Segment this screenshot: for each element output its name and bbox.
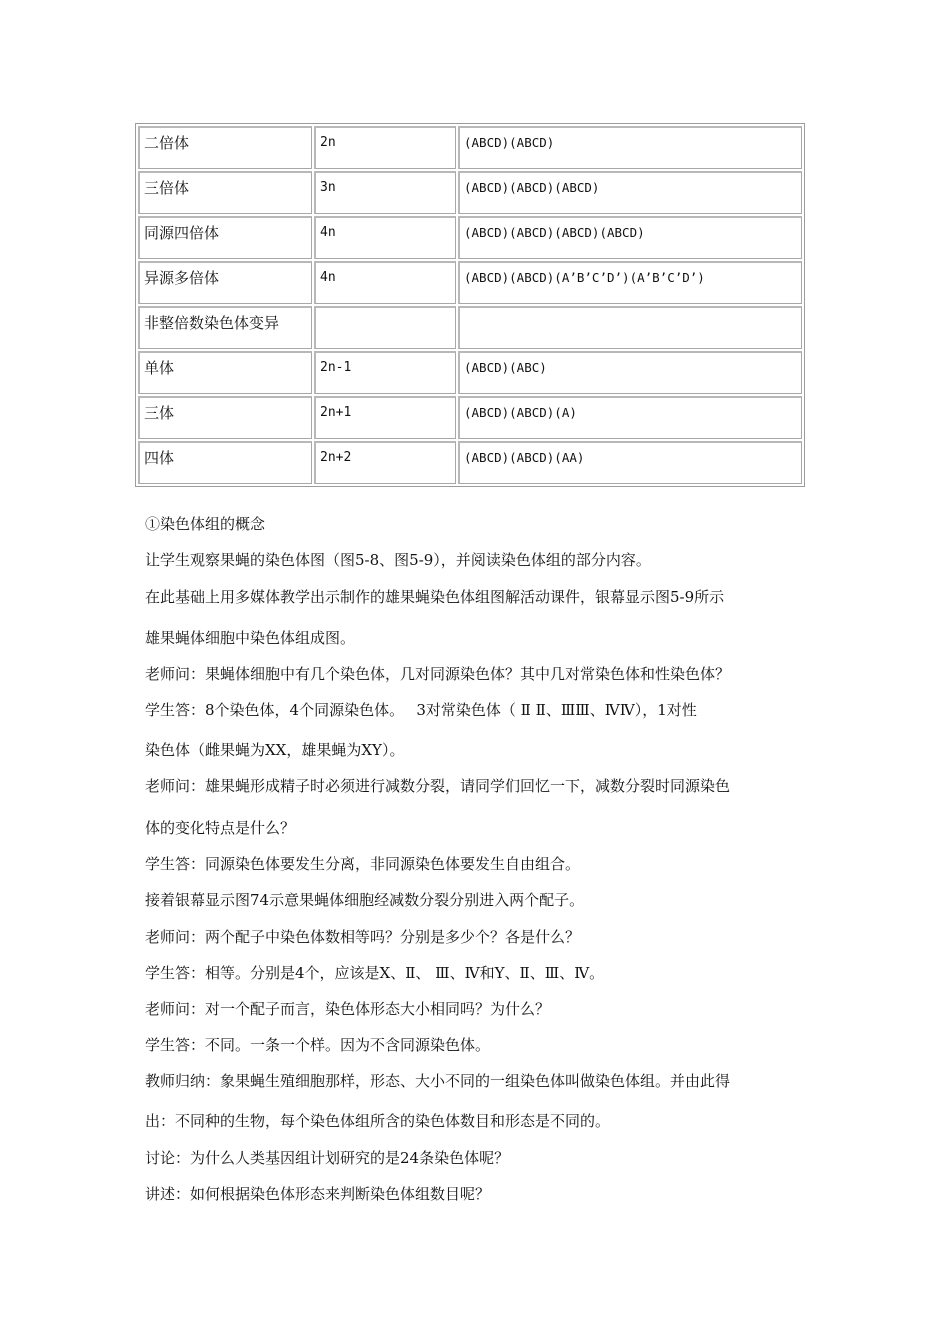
table-row [138, 396, 802, 439]
table-row [138, 171, 802, 214]
body-paragraph: 讲述：如何根据染色体形态来判断染色体组数目呢？ [145, 1185, 491, 1203]
table-cell-formula [314, 306, 456, 349]
body-paragraph: 老师问：果蝇体细胞中有几个染色体，几对同源染色体？其中几对常染色体和性染色体？ [145, 665, 731, 683]
body-paragraph: 学生答：8个染色体，4个同源染色体。 3对常染色体（ Ⅱ Ⅱ、ⅢⅢ、ⅣⅣ），1对性 [145, 701, 697, 719]
table-row [138, 351, 802, 394]
body-paragraph: 学生答：同源染色体要发生分离，非同源染色体要发生自由组合。 [145, 855, 581, 873]
table-cell-genome [458, 306, 802, 349]
body-paragraph: 让学生观察果蝇的染色体图（图5-8、图5-9），并阅读染色体组的部分内容。 [145, 551, 651, 569]
table-cell-genome: (ABCD)(ABCD)(ABCD) [458, 171, 802, 214]
table-row [138, 306, 802, 349]
body-paragraph: 接着银幕显示图74示意果蝇体细胞经减数分裂分别进入两个配子。 [145, 891, 585, 909]
body-paragraph: 出：不同种的生物，每个染色体组所含的染色体数目和形态是不同的。 [145, 1112, 611, 1130]
table-cell-formula: 2n-1 [314, 351, 456, 394]
section-heading: ①染色体组的概念 [145, 515, 266, 533]
body-paragraph: 雄果蝇体细胞中染色体组成图。 [145, 629, 356, 647]
table-cell-formula: 3n [314, 171, 456, 214]
body-paragraph: 老师问：两个配子中染色体数相等吗？分别是多少个？各是什么？ [145, 928, 581, 946]
ploidy-table [135, 123, 805, 487]
body-paragraph: 学生答：相等。分别是4个，应该是X、Ⅱ、 Ⅲ、Ⅳ和Y、Ⅱ、Ⅲ、Ⅳ。 [145, 964, 605, 982]
body-paragraph: 老师问：对一个配子而言，染色体形态大小相同吗？为什么？ [145, 1000, 551, 1018]
table-cell-type: 单体 [138, 351, 312, 394]
table-row [138, 261, 802, 304]
table-row [138, 441, 802, 484]
table-row [138, 126, 802, 169]
table-cell-type: 非整倍数染色体变异 [138, 306, 312, 349]
table-cell-genome: (ABCD)(ABCD)(ABCD)(ABCD) [458, 216, 802, 259]
table-cell-type: 同源四倍体 [138, 216, 312, 259]
table-cell-genome: (ABCD)(ABC) [458, 351, 802, 394]
table-cell-formula: 2n+1 [314, 396, 456, 439]
table-cell-genome: (ABCD)(ABCD)(AA) [458, 441, 802, 484]
table-cell-type: 三体 [138, 396, 312, 439]
body-paragraph: 老师问：雄果蝇形成精子时必须进行减数分裂，请同学们回忆一下，减数分裂时同源染色 [145, 777, 731, 795]
table-row [138, 216, 802, 259]
table-cell-genome: (ABCD)(ABCD)(A) [458, 396, 802, 439]
body-paragraph: 学生答：不同。一条一个样。因为不含同源染色体。 [145, 1036, 491, 1054]
table-cell-formula: 4n [314, 216, 456, 259]
table-cell-type: 二倍体 [138, 126, 312, 169]
table-cell-formula: 2n [314, 126, 456, 169]
table-cell-type: 异源多倍体 [138, 261, 312, 304]
body-paragraph: 体的变化特点是什么？ [145, 819, 296, 837]
body-paragraph: 讨论：为什么人类基因组计划研究的是24条染色体呢？ [145, 1149, 510, 1167]
table-cell-type: 四体 [138, 441, 312, 484]
table-cell-genome: (ABCD)(ABCD) [458, 126, 802, 169]
table-cell-formula: 2n+2 [314, 441, 456, 484]
table-cell-type: 三倍体 [138, 171, 312, 214]
body-paragraph: 在此基础上用多媒体教学出示制作的雄果蝇染色体组图解活动课件，银幕显示图5-9所示 [145, 588, 725, 606]
table-cell-formula: 4n [314, 261, 456, 304]
body-paragraph: 教师归纳：象果蝇生殖细胞那样，形态、大小不同的一组染色体叫做染色体组。并由此得 [145, 1072, 731, 1090]
body-paragraph: 染色体（雌果蝇为XX，雄果蝇为XY）。 [145, 741, 405, 759]
table-cell-genome: (ABCD)(ABCD)(A’B’C’D’)(A’B’C’D’) [458, 261, 802, 304]
